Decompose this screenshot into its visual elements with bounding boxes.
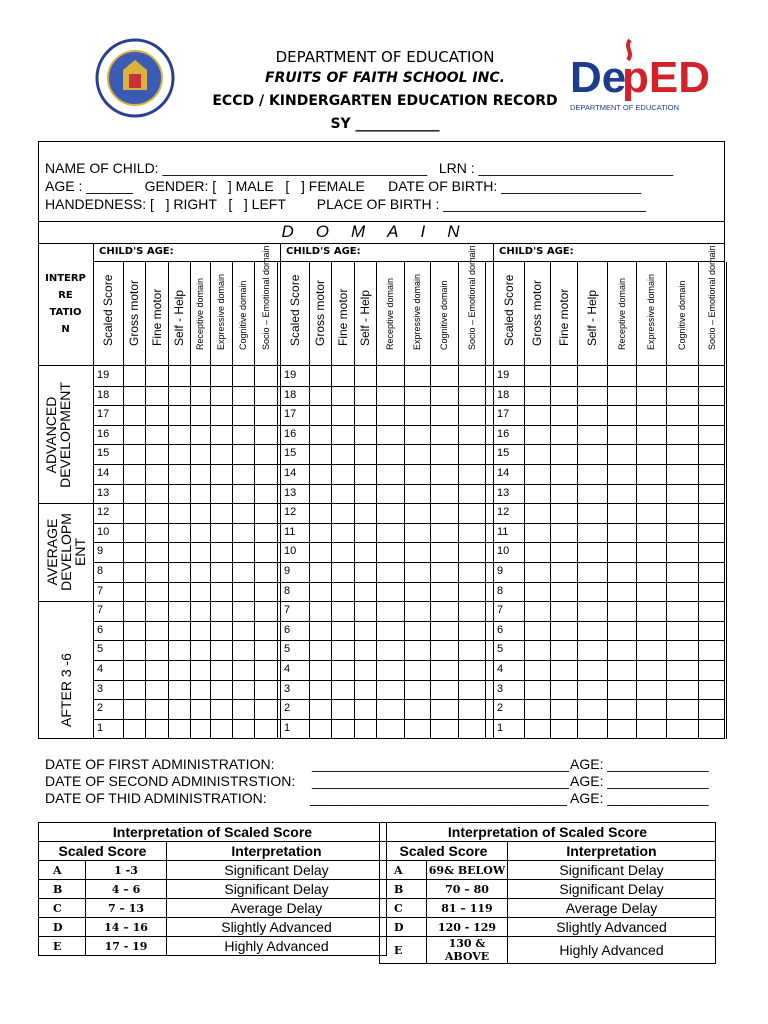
legend-row (39, 880, 387, 899)
first-admin-age: AGE: _____________ (570, 756, 709, 772)
scaled-score-cell: 18 (97, 388, 110, 401)
column-header: Cognitive domain (238, 280, 248, 350)
third-admin-line: _________________________________ (310, 790, 567, 806)
scaled-score-cell: 2 (97, 702, 104, 715)
legend-row (380, 937, 716, 964)
column-header: Gross motor (530, 279, 544, 346)
column-header: Gross motor (313, 279, 327, 346)
scaled-score-cell: 3 (284, 682, 291, 695)
scaled-score-cell: 7 (284, 604, 291, 617)
legend-letter: B (39, 880, 86, 899)
legend-range: 81 – 119 (427, 899, 508, 918)
legend-letter: E (39, 937, 86, 956)
legend-letter: B (380, 880, 427, 899)
second-admin-label: DATE OF SECOND ADMINISTRSTION: (45, 773, 296, 789)
department-title: DEPARTMENT OF EDUCATION (275, 48, 495, 66)
legend-range: 69& BELOW (427, 861, 508, 880)
scaled-score-cell: 8 (497, 584, 504, 597)
childs-age-label: CHILD'S AGE: (499, 246, 574, 257)
legend-letter: C (380, 899, 427, 918)
scaled-score-cell: 5 (497, 643, 504, 656)
scaled-score-cell: 19 (497, 369, 510, 381)
first-admin-label: DATE OF FIRST ADMINISTRATION: (45, 756, 275, 772)
column-header: Receptive domain (195, 277, 205, 350)
column-header: Expressive domain (646, 273, 656, 350)
scaled-score-cell: 17 (497, 408, 510, 421)
scaled-score-cell: 4 (497, 663, 504, 675)
scaled-score-cell: 17 (284, 408, 297, 421)
scaled-score-cell: 8 (97, 565, 104, 577)
scaled-score-cell: 16 (284, 427, 297, 440)
third-admin-age: AGE: _____________ (570, 790, 709, 806)
scaled-score-cell: 9 (284, 565, 291, 577)
legend-title: Interpretation of Scaled Score (39, 823, 387, 842)
scaled-score-cell: 10 (284, 545, 297, 558)
second-admin-age: AGE: _____________ (570, 773, 709, 789)
scaled-score-cell: 18 (497, 388, 510, 401)
column-header: Scaled Score (501, 274, 516, 346)
interpretation-header: INTERP RE TATIO N (45, 273, 86, 335)
childs-age-label: CHILD'S AGE: (99, 246, 174, 257)
legend-col-scaled: Scaled Score (380, 842, 508, 861)
legend-range: 14 – 16 (86, 918, 167, 937)
legend-letter: D (380, 918, 427, 937)
scaled-score-cell: 9 (497, 565, 504, 577)
scaled-score-cell: 6 (284, 623, 291, 636)
scaled-score-cell: 6 (97, 623, 104, 636)
legend-letter: C (39, 899, 86, 918)
deped-seal-logo (95, 38, 175, 118)
scaled-score-cell: 9 (97, 545, 104, 558)
scaled-score-cell: 3 (497, 682, 504, 695)
record-title: ECCD / KINDERGARTEN EDUCATION RECORD (212, 93, 558, 109)
logo-subtitle: DEPARTMENT OF EDUCATION (570, 103, 680, 112)
scaled-score-cell: 2 (284, 702, 291, 715)
legend-col-interp: Interpretation (167, 842, 387, 861)
legend-letter: E (380, 937, 427, 964)
scaled-score-cell: 7 (497, 604, 504, 617)
scaled-score-cell: 19 (97, 369, 110, 381)
column-header: Cognitive domain (439, 280, 449, 350)
group-advanced-label: ADVANCED DEVELOPMENT (43, 382, 73, 488)
group-average-label: AVERAGE DEVELOPM ENT (44, 513, 88, 591)
legend-letter: A (39, 861, 86, 880)
legend-row (380, 899, 716, 918)
scaled-score-cell: 7 (97, 584, 104, 597)
column-header: Fine motor (149, 288, 164, 346)
column-header: Socio – Emotional domain (260, 245, 271, 350)
legend-row (380, 918, 716, 937)
legend-interpretation: Slightly Advanced (167, 918, 387, 937)
legend-row (39, 918, 387, 937)
scaled-score-cell: 15 (97, 447, 110, 460)
legend-row (39, 899, 387, 918)
legend-interpretation: Average Delay (167, 899, 387, 918)
column-header: Receptive domain (616, 277, 627, 350)
scaled-score-cell: 1 (497, 721, 504, 734)
scaled-score-cell: 13 (97, 486, 110, 499)
legend-interpretation: Average Delay (508, 899, 716, 918)
legend-letter: D (39, 918, 86, 937)
legend-interpretation: Significant Delay (508, 861, 716, 880)
group-after-label: AFTER 3 -6 (58, 653, 74, 727)
legend-title: Interpretation of Scaled Score (380, 823, 716, 842)
scaled-score-cell: 6 (497, 623, 504, 636)
legend-row (380, 861, 716, 880)
legend-range: 130 & ABOVE (427, 937, 508, 964)
column-header: Socio – Emotional domain (466, 245, 477, 350)
legend-row (39, 861, 387, 880)
school-name: FRUITS OF FAITH SCHOOL INC. (265, 70, 505, 86)
column-header: Self - Help (172, 289, 186, 346)
scaled-score-cell: 5 (284, 643, 291, 656)
scaled-score-cell: 15 (497, 447, 510, 460)
legend-table-right (379, 822, 716, 964)
svg-text:pED: pED (622, 53, 710, 102)
scaled-score-cell: 13 (497, 486, 510, 499)
legend-interpretation: Significant Delay (508, 880, 716, 899)
legend-range: 70 – 80 (427, 880, 508, 899)
legend-range: 4 – 6 (86, 880, 167, 899)
domain-title: DOMAIN (281, 222, 482, 241)
column-header: Expressive domain (412, 273, 422, 350)
column-header: Fine motor (556, 288, 571, 346)
info-line-age: AGE : ______ GENDER: [ ] MALE [ ] FEMALE DATE OF BIRTH: __________________ (45, 178, 642, 194)
scaled-score-cell: 17 (97, 408, 110, 421)
scaled-score-cell: 7 (97, 604, 104, 617)
legend-range: 1 -3 (86, 861, 167, 880)
third-admin-label: DATE OF THID ADMINISTRATION: (45, 790, 267, 806)
scaled-score-cell: 13 (284, 486, 297, 499)
scaled-score-cell: 15 (284, 447, 297, 460)
legend-interpretation: Significant Delay (167, 880, 387, 899)
scaled-score-cell: 18 (284, 388, 297, 401)
info-line-handedness: HANDEDNESS: [ ] RIGHT [ ] LEFT PLACE OF BIRTH : __________________________ (45, 196, 646, 212)
scaled-score-cell: 16 (497, 427, 510, 440)
info-line-name: NAME OF CHILD: __________________________________ LRN : _________________________ (45, 160, 674, 176)
legend-interpretation: Highly Advanced (508, 937, 716, 964)
school-year: SY ____________ (330, 116, 440, 132)
scaled-score-cell: 10 (97, 525, 110, 538)
column-header: Expressive domain (216, 273, 226, 350)
scaled-score-cell: 5 (97, 643, 104, 656)
column-header: Cognitive domain (677, 280, 687, 350)
scaled-score-cell: 4 (97, 663, 104, 675)
legend-col-interp: Interpretation (508, 842, 716, 861)
legend-row (39, 937, 387, 956)
column-header: Socio – Emotional domain (707, 245, 717, 350)
legend-table-left (38, 822, 387, 956)
column-header: Scaled Score (101, 274, 115, 346)
scaled-score-cell: 19 (284, 369, 297, 381)
legend-range: 17 - 19 (86, 937, 167, 956)
scaled-score-cell: 14 (497, 467, 510, 479)
legend-interpretation: Slightly Advanced (508, 918, 716, 937)
column-header: Receptive domain (385, 277, 395, 350)
column-header: Gross motor (127, 279, 141, 346)
scaled-score-cell: 11 (497, 525, 509, 538)
legend-col-scaled: Scaled Score (39, 842, 167, 861)
column-header: Self - Help (585, 289, 599, 346)
scaled-score-cell: 12 (497, 506, 510, 519)
legend-row (380, 880, 716, 899)
column-header: Self - Help (358, 289, 372, 346)
scaled-score-cell: 16 (97, 427, 110, 440)
first-admin-line: _________________________________ (312, 756, 569, 772)
scaled-score-cell: 4 (284, 663, 291, 675)
scaled-score-cell: 14 (284, 467, 297, 479)
scaled-score-cell: 2 (497, 702, 504, 715)
scaled-score-cell: 12 (97, 506, 110, 519)
scaled-score-cell: 8 (284, 584, 291, 597)
scaled-score-cell: 1 (284, 721, 291, 734)
svg-text:De: De (570, 53, 627, 102)
scaled-score-cell: 11 (284, 525, 296, 538)
scaled-score-cell: 1 (97, 721, 104, 734)
legend-interpretation: Significant Delay (167, 861, 387, 880)
scaled-score-cell: 10 (497, 545, 510, 558)
legend-range: 7 – 13 (86, 899, 167, 918)
legend-range: 120 - 129 (427, 918, 508, 937)
scaled-score-cell: 3 (97, 682, 104, 695)
column-header: Fine motor (335, 288, 350, 346)
scaled-score-cell: 12 (284, 506, 297, 519)
childs-age-label: CHILD'S AGE: (286, 246, 361, 257)
legend-letter: A (380, 861, 427, 880)
legend-interpretation: Highly Advanced (167, 937, 387, 956)
second-admin-line: _________________________________ (312, 773, 569, 789)
scaled-score-cell: 14 (97, 467, 110, 479)
column-header: Scaled Score (287, 274, 302, 346)
